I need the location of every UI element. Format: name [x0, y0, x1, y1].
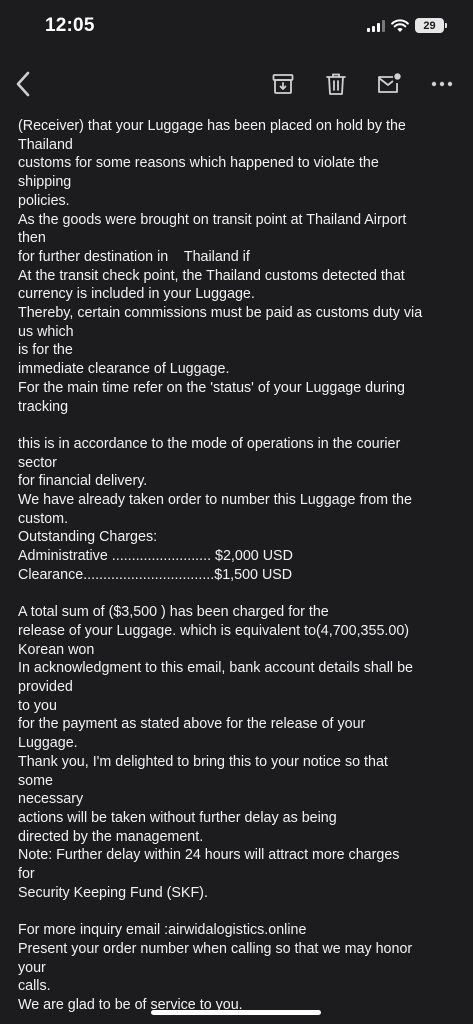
email-line: your — [18, 959, 46, 976]
email-line: For the main time refer on the 'status' of your Luggage during — [18, 379, 405, 396]
email-line: shipping — [18, 174, 72, 191]
email-line: is for the — [18, 342, 73, 359]
email-line: custom. — [18, 510, 69, 527]
email-line: Thank you, I'm delighted to bring this to your notice so that — [18, 753, 388, 770]
email-line: Security Keeping Fund (SKF). — [18, 884, 208, 901]
wifi-icon — [391, 19, 409, 33]
email-line: immediate clearance of Luggage. — [18, 361, 230, 378]
email-line: Korean won — [18, 641, 95, 658]
email-line: A total sum of ($3,500 ) has been charged for the — [18, 604, 329, 621]
email-line: customs for some reasons which happened to violate the — [18, 155, 379, 172]
status-time: 12:05 — [45, 15, 95, 36]
email-line: currency is included in your Luggage. — [18, 286, 255, 303]
back-arrow-icon — [15, 71, 31, 97]
email-line: Luggage. — [18, 735, 78, 752]
email-line: this is in accordance to the mode of operations in the courier — [18, 435, 401, 452]
email-line: sector — [18, 454, 57, 471]
email-line: for the payment as stated above for the release of your — [18, 716, 366, 733]
mark-unread-icon — [376, 72, 402, 96]
email-line: At the transit check point, the Thailand customs detected that — [18, 267, 405, 284]
email-line: As the goods were brought on transit point at Thailand Airport — [18, 211, 407, 228]
email-line: Clearance.................................$1,500 USD — [18, 566, 293, 583]
email-line: Administrative ......................... $2,000 USD — [18, 548, 293, 565]
email-line: Thailand — [18, 136, 73, 153]
email-line: Present your order number when calling so that we may honor — [18, 940, 413, 957]
email-line: us which — [18, 323, 74, 340]
mark-unread-button[interactable] — [374, 70, 404, 98]
email-line: tracking — [18, 398, 69, 415]
email-line: policies. — [18, 192, 70, 209]
more-icon — [431, 81, 453, 87]
email-line: actions will be taken without further delay as being — [18, 809, 337, 826]
delete-button[interactable] — [321, 70, 351, 98]
email-line: For more inquiry email :airwidalogistics.online — [18, 922, 307, 939]
blank-line — [18, 585, 460, 604]
email-line: for — [18, 866, 35, 883]
email-line: Note: Further delay within 24 hours will attract more charges — [18, 847, 400, 864]
email-line: then — [18, 230, 46, 247]
email-line: (Receiver) that your Luggage has been placed on hold by the — [18, 118, 406, 134]
blank-line — [18, 416, 460, 435]
email-line: for financial delivery. — [18, 473, 148, 490]
email-line: We are glad to be of service to you. — [18, 997, 243, 1013]
email-line: necessary — [18, 791, 84, 808]
email-line: directed by the management. — [18, 828, 204, 845]
more-button[interactable] — [427, 70, 457, 98]
email-line: Outstanding Charges: — [18, 529, 158, 546]
email-line: In acknowledgment to this email, bank account details shall be — [18, 660, 413, 677]
back-button[interactable] — [8, 70, 38, 98]
archive-icon — [271, 72, 295, 96]
email-line: We have already taken order to number this Luggage from the — [18, 492, 412, 509]
signal-icon — [367, 19, 385, 32]
email-line: calls. — [18, 978, 51, 995]
battery-icon: 29 — [415, 18, 444, 33]
archive-button[interactable] — [268, 70, 298, 98]
status-icons — [367, 18, 444, 33]
trash-icon — [325, 72, 347, 96]
email-line: Thereby, certain commissions must be paid as customs duty via — [18, 305, 423, 322]
email-line: for further destination in Thailand if — [18, 248, 250, 265]
email-line: to you — [18, 697, 57, 714]
status-bar — [0, 0, 473, 56]
email-body — [18, 117, 460, 1015]
blank-line — [18, 903, 460, 922]
email-toolbar — [0, 56, 473, 112]
email-line: release of your Luggage. which is equivalent to(4,700,355.00) — [18, 622, 410, 639]
email-line: provided — [18, 679, 73, 696]
email-line: some — [18, 772, 53, 789]
